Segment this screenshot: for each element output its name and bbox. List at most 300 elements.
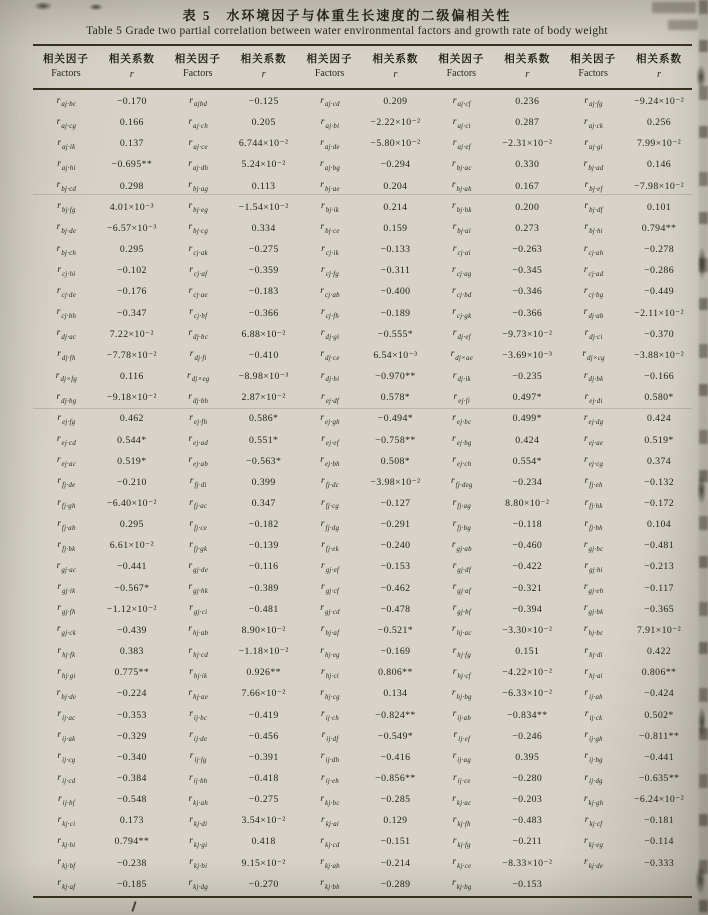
coefficient-value-cell: 0.273 [515,222,540,234]
coefficient-value-cell: 0.330 [515,159,540,171]
coefficient-value-cell: −6.40×10⁻² [106,497,157,509]
coefficient-value-cell: 0.151 [515,646,540,658]
factor-cell: $r_{bj\cdot df}$ [584,201,603,215]
coefficient-value-cell: −0.346 [512,286,543,298]
factor-cell: $r_{aj\cdot ck}$ [584,116,604,130]
coefficient-value-cell: 8.80×10⁻² [505,497,550,509]
factor-cell: $r_{aj\cdot bi}$ [320,116,340,130]
coefficient-value-cell: −0.811** [638,730,680,742]
factor-cell: $r_{fj\cdot de}$ [57,476,76,490]
coefficient-value-cell: 0.204 [383,180,408,192]
factor-cell: $r_{kj\cdot bc}$ [320,793,340,807]
coefficient-value-cell: −0.240 [380,540,411,552]
factor-cell: $r_{hj\cdot bc}$ [583,624,604,638]
header-factor-col: 相关因子 Factors [42,54,89,80]
correlation-table-body [33,91,692,895]
coefficient-value-cell: −9.73×10⁻² [502,328,553,340]
factor-cell: $r_{hj\cdot de}$ [56,687,77,701]
coefficient-value-cell: −0.483 [512,815,543,827]
coefficient-value-cell: −3.30×10⁻² [502,624,553,636]
factor-cell: $r_{cj\cdot fh}$ [320,307,340,320]
factor-cell: $r_{ij\cdot ch}$ [320,709,340,722]
factor-cell: $r_{aj\cdot ch}$ [188,116,209,130]
factor-cell: $r_{fj\cdot gh}$ [57,497,76,511]
coefficient-value-cell: −0.294 [380,159,411,171]
header-coefficient-col: 相关系数 r [504,53,551,80]
coefficient-value-cell: 5.24×10⁻² [241,159,286,171]
coefficient-value-cell: −6.24×10⁻² [633,794,685,806]
factor-cell: $r_{cj\cdot bd}$ [452,285,472,299]
factor-cell: $r_{kj\cdot cf}$ [584,814,603,828]
factor-cell: $r_{gj\cdot ac}$ [56,560,77,574]
table-header-rule [33,88,692,90]
factor-cell: $r_{bj\cdot ch}$ [56,243,77,257]
factor-cell: $r_{dj\cdot ef}$ [452,328,471,342]
factor-cell: $r_{aj\cdot dh}$ [188,159,209,172]
factor-cell: $r_{bj\cdot ag}$ [188,180,209,194]
header-coefficient-col: 相关系数 r [108,53,155,80]
coefficient-value-cell: −4.22×10⁻² [502,667,553,679]
coefficient-value-cell: 0.775** [114,667,150,679]
coefficient-value-cell: −3.98×10⁻² [370,476,421,488]
factor-cell: $r_{aj\cdot ci}$ [452,116,471,130]
factor-cell: $r_{cj\cdot de}$ [56,285,77,299]
coefficient-value-cell: −0.263 [512,244,543,256]
factor-cell: $r_{kj\cdot fh}$ [452,814,471,828]
factor-cell: $r_{gj\cdot hi}$ [584,560,603,574]
coefficient-value-cell: −0.333 [644,857,675,869]
factor-cell: $r_{fj\cdot ce}$ [189,518,208,532]
factor-cell: $r_{ij\cdot ce}$ [452,772,471,786]
coefficient-value-cell: −0.834** [506,709,548,721]
factor-cell: $r_{ij\cdot ef}$ [453,730,471,744]
coefficient-value-cell: 0.334 [251,222,276,234]
table-row [33,493,692,514]
factor-cell: $r_{cj\cdot fg}$ [320,264,340,278]
factor-cell: $r_{bj\cdot ik}$ [320,201,340,215]
factor-cell: $r_{aj\cdot ce}$ [188,137,208,151]
coefficient-value-cell: 0.418 [251,836,276,848]
factor-cell: $r_{gj\cdot cd}$ [320,603,340,617]
factor-cell: $r_{aj\cdot bg}$ [320,159,341,172]
factor-cell: $r_{ij\cdot ac}$ [57,709,76,722]
factor-cell: $r_{kj\cdot bf}$ [57,857,76,871]
table-row [33,303,692,324]
factor-cell: $r_{kj\cdot gh}$ [583,793,604,807]
factor-cell: $r_{aj\cdot cf}$ [452,95,471,109]
coefficient-value-cell: 0.422 [647,646,672,658]
factor-cell: $r_{hj\cdot fg}$ [452,645,472,659]
coefficient-value-cell: −0.439 [116,624,147,636]
factor-cell: $r_{ej\cdot df}$ [320,391,340,405]
coefficient-value-cell: −0.422 [512,561,543,573]
factor-cell: $r_{ej\cdot ad}$ [188,434,209,447]
factor-cell: $r_{dj\cdot bg}$ [56,391,77,405]
coefficient-value-cell: 0.205 [251,117,276,129]
coefficient-value-cell: −0.117 [644,582,674,594]
coefficient-value-cell: 0.586* [248,413,279,425]
factor-cell: $r_{ij\cdot df}$ [321,730,339,744]
factor-cell: $r_{bj\cdot eg}$ [188,201,209,215]
factor-cell: $r_{fj\cdot ek}$ [321,539,339,553]
factor-cell: $r_{dj\cdot bc}$ [188,328,209,342]
factor-cell: $r_{kj\cdot eg}$ [584,836,604,849]
coefficient-value-cell: −0.353 [116,709,147,721]
coefficient-value-cell: −0.567* [114,582,150,594]
table-row [33,430,692,451]
coefficient-value-cell: −0.478 [380,603,411,615]
coefficient-value-cell: 8.90×10⁻² [241,624,286,636]
coefficient-value-cell: −0.172 [644,497,675,509]
coefficient-value-cell: 0.806** [641,667,677,679]
factor-cell: $r_{hj\cdot di}$ [584,645,603,659]
factor-cell: $r_{fj\cdot bh}$ [584,518,603,532]
coefficient-value-cell: −0.366 [512,307,543,319]
factor-cell: $r_{hj\cdot ai}$ [584,666,603,680]
factor-cell: $r_{dj\times ae}$ [450,349,474,363]
factor-cell: $r_{bj\cdot ai}$ [452,222,472,236]
coefficient-value-cell: −0.481 [248,603,279,615]
factor-cell: $r_{gj\cdot ef}$ [320,560,340,574]
scan-smudge [695,470,708,510]
table-row [33,324,692,345]
coefficient-value-cell: −0.246 [512,730,543,742]
coefficient-value-cell: 0.519* [117,455,147,467]
factor-cell: $r_{aj\cdot ef}$ [452,137,471,151]
header-factor-col: 相关因子 Factors [570,54,617,80]
table-row [33,641,692,662]
coefficient-value-cell: −8.33×10⁻² [502,857,553,869]
coefficient-value-cell: −0.359 [248,265,279,277]
coefficient-value-cell: 0.926** [246,667,281,679]
factor-cell: $r_{ij\cdot ck}$ [584,709,603,722]
factor-cell: $r_{dj\cdot fh}$ [57,349,76,363]
factor-cell: $r_{kj\cdot ai}$ [320,814,340,828]
scan-smudge [696,240,708,286]
coefficient-value-cell: −6.33×10⁻² [502,688,553,700]
ink-bleed-mark [668,20,698,30]
coefficient-value-cell: 4.01×10⁻³ [109,201,154,213]
coefficient-value-cell: 0.499* [512,413,542,425]
factor-cell: $r_{ij\cdot dg}$ [584,772,603,786]
coefficient-value-cell: −0.278 [644,244,675,256]
factor-cell: $r_{dj\cdot bh}$ [188,391,209,405]
factor-cell: $r_{cj\cdot ae}$ [188,285,208,299]
factor-cell: $r_{ij\cdot cd}$ [57,772,76,786]
coefficient-value-cell: 0.424 [515,434,540,446]
factor-cell: $r_{hj\cdot fk}$ [57,645,76,659]
coefficient-value-cell: 0.129 [383,815,408,827]
coefficient-value-cell: −0.214 [380,857,411,869]
coefficient-value-cell: −0.183 [248,286,279,298]
coefficient-value-cell: −0.151 [380,836,411,848]
factor-cell: $r_{dj\times fg}$ [55,370,78,384]
table-row [33,683,692,704]
coefficient-value-cell: −9.18×10⁻² [106,392,157,404]
factor-cell: $r_{fj\cdot dc}$ [320,476,340,490]
coefficient-value-cell: −0.555* [377,328,414,340]
factor-cell: $r_{kj\cdot gi}$ [189,836,208,849]
coefficient-value-cell: −0.275 [248,794,279,806]
table-row [33,853,692,874]
table-row [33,366,692,387]
coefficient-value-cell: 7.99×10⁻² [636,138,682,150]
factor-cell: $r_{ij\cdot gh}$ [584,730,603,744]
coefficient-value-cell: −0.133 [380,244,411,256]
factor-cell: $r_{ej\cdot dg}$ [583,412,604,426]
coefficient-value-cell: −0.521* [377,624,414,636]
coefficient-value-cell: 0.295 [119,244,144,256]
coefficient-value-cell: −0.102 [116,265,147,277]
factor-cell: $r_{kj\cdot bi}$ [189,857,208,871]
table-row [33,408,692,429]
coefficient-value-cell: 0.209 [383,96,408,107]
coefficient-value-cell: 0.554* [512,455,542,467]
table-row [33,662,692,683]
coefficient-value-cell: 0.502* [644,709,674,721]
coefficient-value-cell: 0.236 [515,96,540,107]
factor-cell: $r_{fj\cdot ab}$ [57,518,76,532]
coefficient-value-cell: 7.66×10⁻² [241,688,286,700]
factor-cell: $r_{cj\cdot gk}$ [452,307,472,320]
factor-cell: $r_{ej\cdot fi}$ [453,391,471,405]
factor-cell: $r_{gj\cdot bc}$ [583,539,604,553]
factor-cell: $r_{gj\cdot bk}$ [583,603,604,617]
coefficient-value-cell: −1.18×10⁻² [238,646,289,658]
factor-cell: $r_{fj\cdot eh}$ [584,476,603,490]
coefficient-value-cell: 0.214 [383,201,408,213]
table-row [33,218,692,239]
coefficient-value-cell: −0.118 [512,519,543,531]
factor-cell: $r_{hj\cdot cg}$ [320,687,340,701]
coefficient-value-cell: −0.170 [116,96,147,107]
factor-cell: $r_{kj\cdot di}$ [189,814,208,828]
scan-smudge [30,0,56,12]
coefficient-value-cell: 6.88×10⁻² [241,328,286,340]
coefficient-value-cell: −0.856** [375,773,416,784]
coefficient-value-cell: −0.824** [375,709,416,721]
factor-cell: $r_{cj\cdot ag}$ [452,264,472,278]
coefficient-value-cell: −0.210 [116,476,147,488]
coefficient-value-cell: 0.166 [119,117,144,129]
pen-mark [131,901,136,912]
coefficient-value-cell: −0.424 [644,688,675,700]
coefficient-value-cell: 0.395 [515,751,540,763]
coefficient-value-cell: −0.285 [380,794,411,806]
coefficient-value-cell: 0.113 [251,180,276,192]
coefficient-value-cell: −0.329 [116,730,147,742]
factor-cell: $r_{ej\cdot cg}$ [584,455,604,469]
factor-cell: $r_{aj\cdot gi}$ [584,137,603,151]
factor-cell: $r_{dj\times cg}$ [582,349,605,363]
coefficient-value-cell: −0.280 [512,773,543,784]
coefficient-value-cell: −0.270 [248,878,279,890]
coefficient-value-cell: −0.185 [116,878,147,890]
table-row [33,535,692,556]
factor-cell: $r_{dj\cdot ab}$ [583,307,604,320]
correlation-table [33,44,692,898]
factor-cell: $r_{cj\cdot bh}$ [56,307,77,320]
factor-cell: $r_{hj\cdot ab}$ [188,624,209,638]
table-bottom-rule [33,896,692,898]
table-row [33,514,692,535]
factor-cell: $r_{cj\cdot bg}$ [583,285,604,299]
table-row [33,345,692,366]
factor-cell: $r_{kj\cdot ce}$ [452,857,472,871]
coefficient-value-cell: 0.287 [515,117,540,129]
factor-cell: $r_{ej\cdot di}$ [584,391,603,405]
coefficient-value-cell: 0.146 [647,159,672,171]
coefficient-value-cell: −0.970** [375,371,416,383]
coefficient-value-cell: 0.200 [515,201,540,213]
coefficient-value-cell: −0.235 [512,371,543,383]
coefficient-value-cell: −0.238 [116,857,147,869]
coefficient-value-cell: −0.321 [512,582,543,594]
coefficient-value-cell: −0.400 [380,286,411,298]
factor-cell: $r_{dj\times eg}$ [186,370,210,384]
factor-cell: $r_{kj\cdot ah}$ [188,793,209,807]
factor-cell: $r_{ej\cdot ef}$ [321,434,339,447]
factor-cell: $r_{gj\cdot eh}$ [583,582,604,596]
factor-cell: $r_{cj\cdot af}$ [189,264,208,278]
coefficient-value-cell: −6.57×10⁻³ [106,222,157,234]
factor-cell: $r_{bj\cdot hk}$ [452,201,472,215]
coefficient-value-cell: 0.374 [647,455,672,467]
coefficient-value-cell: −0.549* [377,730,414,742]
coefficient-value-cell: −9.24×10⁻² [633,96,685,107]
factor-cell: $r_{bj\cdot ae}$ [320,180,340,194]
table-title-cn: 表 5 水环境因子与体重生长速度的二级偏相关性 [182,8,512,23]
coefficient-value-cell: 0.137 [119,138,144,150]
table-row [33,831,692,852]
factor-cell: $r_{aj\cdot cd}$ [320,95,340,109]
coefficient-value-cell: −0.462 [380,582,411,594]
factor-cell: $r_{bj\cdot hi}$ [584,222,603,236]
table-row [33,239,692,260]
coefficient-value-cell: −0.153 [380,561,411,573]
factor-cell: $r_{ij\cdot ab}$ [452,709,472,722]
table-row [33,451,692,472]
coefficient-value-cell: −0.384 [116,773,147,784]
coefficient-value-cell: −0.370 [644,328,675,340]
factor-cell: $r_{hj\cdot af}$ [320,624,340,638]
factor-cell: $r_{bj\cdot ac}$ [452,159,472,172]
coefficient-value-cell: −0.365 [644,603,675,615]
factor-cell: $r_{gj\cdot ci}$ [189,603,208,617]
factor-cell: $r_{cj\cdot ai}$ [452,243,471,257]
coefficient-value-cell: −0.366 [248,307,279,319]
table-row [33,387,692,408]
coefficient-value-cell: −0.456 [248,730,279,742]
coefficient-value-cell: −0.418 [248,773,279,784]
factor-cell: $r_{dj\cdot ci}$ [584,328,603,342]
table-row [33,768,692,789]
coefficient-value-cell: −0.153 [512,878,543,890]
coefficient-value-cell: −2.22×10⁻² [370,117,421,129]
header-coefficient-col: 相关系数 r [240,53,287,80]
coefficient-value-cell: 0.347 [251,497,276,509]
scan-smudge [696,700,708,744]
factor-cell: $r_{cj\cdot ad}$ [583,264,604,278]
factor-cell: $r_{cj\cdot ah}$ [583,243,604,257]
table-row [33,472,692,493]
factor-cell: $r_{ej\cdot bc}$ [452,412,472,426]
coefficient-value-cell: 9.15×10⁻² [241,857,286,869]
factor-cell: $r_{fj\cdot di}$ [189,476,207,490]
factor-cell: $r_{ej\cdot ac}$ [56,455,77,469]
factor-cell: $r_{ij\cdot bf}$ [57,793,75,807]
coefficient-value-cell: −7.78×10⁻² [106,349,157,361]
factor-cell: $r_{ij\cdot bh}$ [189,772,208,786]
factor-cell: $r_{gj\cdot ck}$ [56,624,77,638]
factor-cell: $r_{gj\cdot de}$ [188,560,209,574]
table-row [33,112,692,133]
coefficient-value-cell: −0.347 [116,307,147,319]
factor-cell: $r_{ej\cdot bh}$ [320,455,340,469]
coefficient-value-cell: 0.101 [647,201,672,213]
factor-cell: $r_{dj\cdot gi}$ [320,328,340,342]
factor-cell: $r_{kj\cdot ab}$ [320,857,340,871]
factor-cell: $r_{fj\cdot hk}$ [584,497,603,511]
factor-cell: $r_{hj\cdot bg}$ [451,687,472,701]
coefficient-value-cell: −0.132 [644,476,675,488]
factor-cell: $r_{fj\cdot ag}$ [452,497,472,511]
factor-cell: $r_{bj\cdot de}$ [56,222,77,236]
factor-cell: $r_{ij\cdot ak}$ [57,730,76,744]
factor-cell: $r_{kj\cdot fg}$ [452,836,471,849]
coefficient-value-cell: −0.758** [375,434,416,446]
coefficient-value-cell: 0.399 [251,476,276,488]
coefficient-value-cell: 0.580* [644,392,674,404]
coefficient-value-cell: −2.31×10⁻² [502,138,553,150]
factor-cell: $r_{hj\cdot ae}$ [188,687,209,701]
factor-cell: $r_{gj\cdot af}$ [452,582,472,596]
coefficient-value-cell: −0.213 [644,561,675,573]
factor-cell: $r_{ej\cdot ab}$ [188,455,209,469]
coefficient-value-cell: 3.54×10⁻² [241,815,286,827]
coefficient-value-cell: −1.54×10⁻² [238,201,289,213]
table-row [33,281,692,302]
coefficient-value-cell: −0.224 [116,688,147,700]
coefficient-value-cell: 0.578* [380,392,411,404]
factor-cell: $r_{ajbd}$ [189,95,208,109]
factor-cell: $r_{fj\cdot bg}$ [452,518,472,532]
factor-cell: $r_{ij\cdot ag}$ [452,751,472,765]
coefficient-value-cell: 0.424 [647,413,672,425]
factor-cell: $r_{dj\cdot ik}$ [452,370,471,384]
factor-cell: $r_{dj\cdot hi}$ [320,370,340,384]
coefficient-value-cell: −0.410 [248,349,279,361]
factor-cell: $r_{dj\cdot fi}$ [189,349,207,363]
table-title-en: Table 5 Grade two partial correlation between water environmental factors and growth rate of body weight [86,25,608,37]
table-row [33,810,692,831]
factor-cell: $r_{kj\cdot af}$ [57,878,76,892]
factor-cell: $r_{ej\cdot ae}$ [584,434,604,447]
coefficient-value-cell: −5.80×10⁻² [370,138,421,150]
coefficient-value-cell: 0.551* [248,434,279,446]
coefficient-value-cell: −0.116 [248,561,279,573]
factor-cell: $r_{ej\cdot ch}$ [452,455,472,469]
coefficient-value-cell: 0.256 [647,117,672,129]
coefficient-value-cell: −3.69×10⁻³ [502,349,553,361]
factor-cell: $r_{aj\cdot fg}$ [584,95,603,109]
coefficient-value-cell: 0.462 [119,413,144,425]
coefficient-value-cell: −0.125 [248,96,279,107]
factor-cell: $r_{kj\cdot dg}$ [188,878,209,892]
coefficient-value-cell: −0.166 [644,371,675,383]
factor-cell: $r_{ij\cdot eh}$ [320,772,340,786]
coefficient-value-cell: −0.234 [512,476,543,488]
